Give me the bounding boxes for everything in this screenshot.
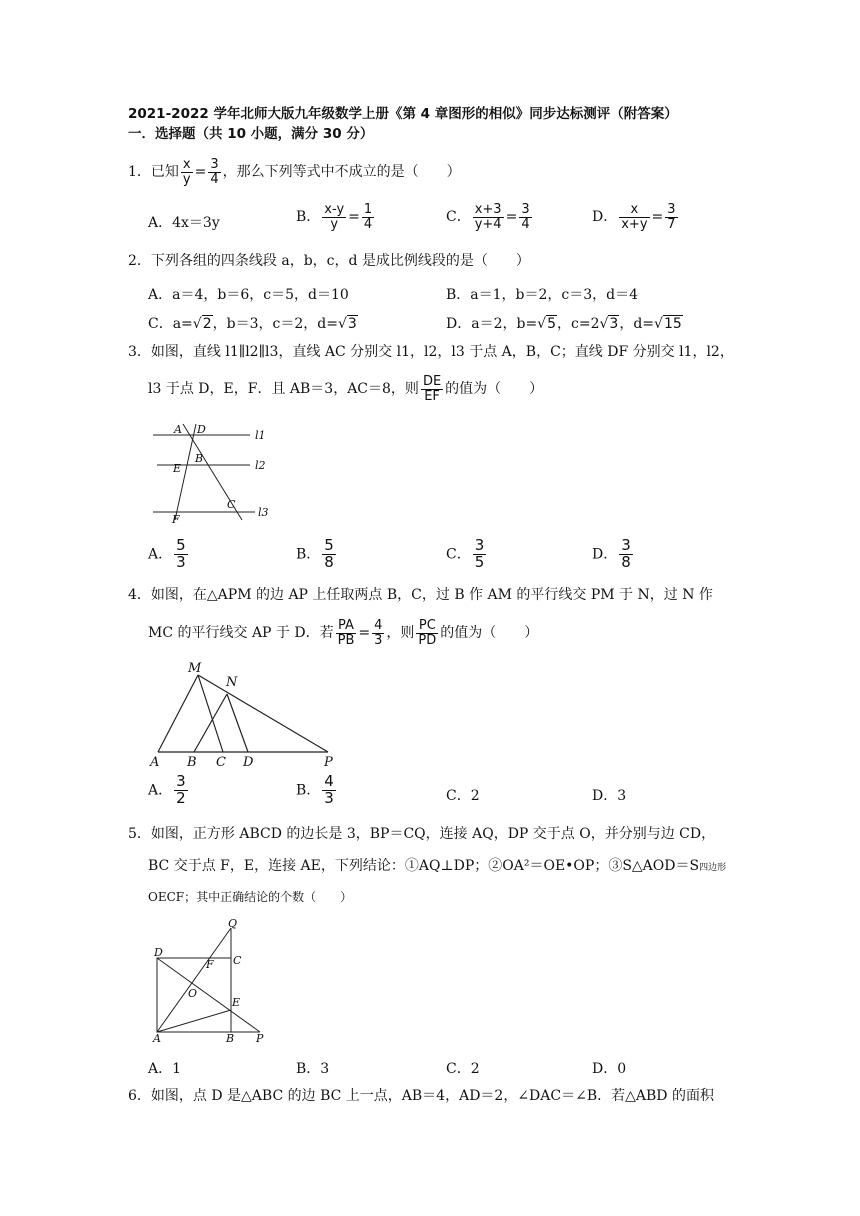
q3-option-a: A． $\frac{5}{3}$: [148, 536, 186, 571]
q4-option-d: D．3: [592, 788, 627, 804]
q1-option-d: D． $\frac{x}{x+y}$ = $\frac{3}{7}$: [592, 202, 676, 232]
question-2: 2．下列各组的四条线段 a，b，c，d 是成比例线段的是（ ）: [128, 253, 530, 269]
fig5-label-c: C: [233, 954, 242, 967]
fig5-label-q: Q: [228, 918, 238, 930]
q1-prefix: 1．已知: [128, 164, 179, 181]
question-4-line1: 4．如图，在△APM 的边 AP 上任取两点 B，C，过 B 作 AM 的平行线交 PM 于 N，过 N 作: [128, 587, 713, 603]
q3-figure: [145, 420, 275, 530]
q1-option-b: B． $\frac{x-y}{y}$ = $\frac{1}{4}$: [296, 202, 373, 232]
q3-option-b: B． $\frac{5}{8}$: [296, 536, 334, 571]
q2-option-b: B．a＝1，b＝2，c＝3，d＝4: [446, 287, 639, 303]
q2-option-c: C．a=√2，b＝3，c＝2，d=√3: [148, 316, 357, 332]
q1-eq: =: [194, 164, 207, 181]
fig5-label-o: O: [188, 987, 198, 1000]
fig5-label-p: P: [256, 1032, 264, 1045]
fig3-label-b: B: [195, 452, 204, 465]
fig4-label-b: B: [187, 755, 197, 770]
question-5-line2: BC 交于点 F，E，连接 AE，下列结论：①AQ⊥DP；②OA²＝OE•OP；③S△AOD＝S四边形: [148, 858, 727, 874]
q4-option-a: A． $\frac{3}{2}$: [148, 772, 186, 807]
fig5-label-d: D: [154, 946, 163, 959]
fig4-label-p: P: [324, 755, 333, 770]
fig3-label-e: E: [173, 462, 182, 475]
question-3-line2: l3 于点 D，E，F．且 AB＝3，AC＝8，则 $\frac{DE}{EF}$ 的值为（ ）: [148, 374, 544, 404]
q4-option-b: B． $\frac{4}{3}$: [296, 772, 334, 807]
fig3-label-l3: l3: [258, 506, 269, 519]
q3-option-c: C． $\frac{3}{5}$: [446, 536, 485, 571]
q1-option-c: C． $\frac{x+3}{y+4}$ = $\frac{3}{4}$: [446, 202, 530, 232]
fig4-label-a: A: [150, 755, 160, 770]
q5-option-c: C．2: [446, 1061, 480, 1077]
q5-option-a: A．1: [148, 1061, 182, 1077]
q5-option-d: D．0: [592, 1061, 627, 1077]
q1-frac-xy: $\frac{x}{y}$: [182, 157, 191, 187]
q2-option-d: D．a＝2，b=√5，c=2√3，d=√15: [446, 316, 682, 332]
section-heading: 一．选择题（共 10 小题，满分 30 分）: [128, 126, 374, 142]
q1-option-a: A．4x＝3y: [148, 215, 220, 231]
question-6-line1: 6．如图，点 D 是△ABC 的边 BC 上一点，AB＝4，AD＝2，∠DAC＝∠B．若△ABD 的面积: [128, 1088, 714, 1104]
q1-suffix: ，那么下列等式中不成立的是（ ）: [222, 164, 461, 181]
fig3-label-c: C: [227, 498, 236, 511]
question-5-line3: OECF；其中正确结论的个数（ ）: [148, 890, 353, 904]
fig3-label-l1: l1: [255, 429, 266, 442]
q4-figure: [148, 658, 348, 774]
fig4-label-n: N: [226, 675, 238, 690]
q5-option-b: B．3: [296, 1061, 330, 1077]
q4-option-c: C．2: [446, 788, 480, 804]
question-1: [128, 158, 461, 186]
fig3-label-a: A: [174, 423, 182, 436]
fig4-label-c: C: [216, 755, 226, 770]
question-4-line2: MC 的平行线交 AP 于 D．若 $\frac{PA}{PB}$ = $\frac{4}{3}$ ，则 $\frac{PC}{PD}$ 的值为（ ）: [148, 618, 539, 648]
fig4-label-d: D: [243, 755, 254, 770]
q1-frac-value: $\frac{3}{4}$: [210, 157, 219, 187]
fig3-label-l2: l2: [255, 459, 266, 472]
q2-option-a: A．a＝4，b＝6，c＝5，d＝10: [148, 287, 349, 303]
q3-option-d: D． $\frac{3}{8}$: [592, 536, 631, 571]
question-3-line1: 3．如图，直线 l1∥l2∥l3，直线 AC 分别交 l1，l2，l3 于点 A，B，C；直线 DF 分别交 l1，l2，: [128, 344, 734, 360]
fig4-label-m: M: [188, 661, 202, 676]
fig5-label-a: A: [153, 1032, 161, 1045]
fig3-label-d: D: [197, 423, 206, 436]
fig3-label-f: F: [172, 513, 180, 526]
q5-figure: [150, 918, 268, 1046]
doc-title: 2021-2022 学年北师大版九年级数学上册《第 4 章图形的相似》同步达标测评（附答案）: [128, 106, 678, 122]
fig5-label-f: F: [206, 958, 214, 971]
fig5-label-b: B: [226, 1032, 235, 1045]
fig5-label-e: E: [232, 996, 241, 1009]
question-5-line1: 5．如图，正方形 ABCD 的边长是 3，BP＝CQ，连接 AQ，DP 交于点 O，并分别与边 CD，: [128, 826, 716, 842]
